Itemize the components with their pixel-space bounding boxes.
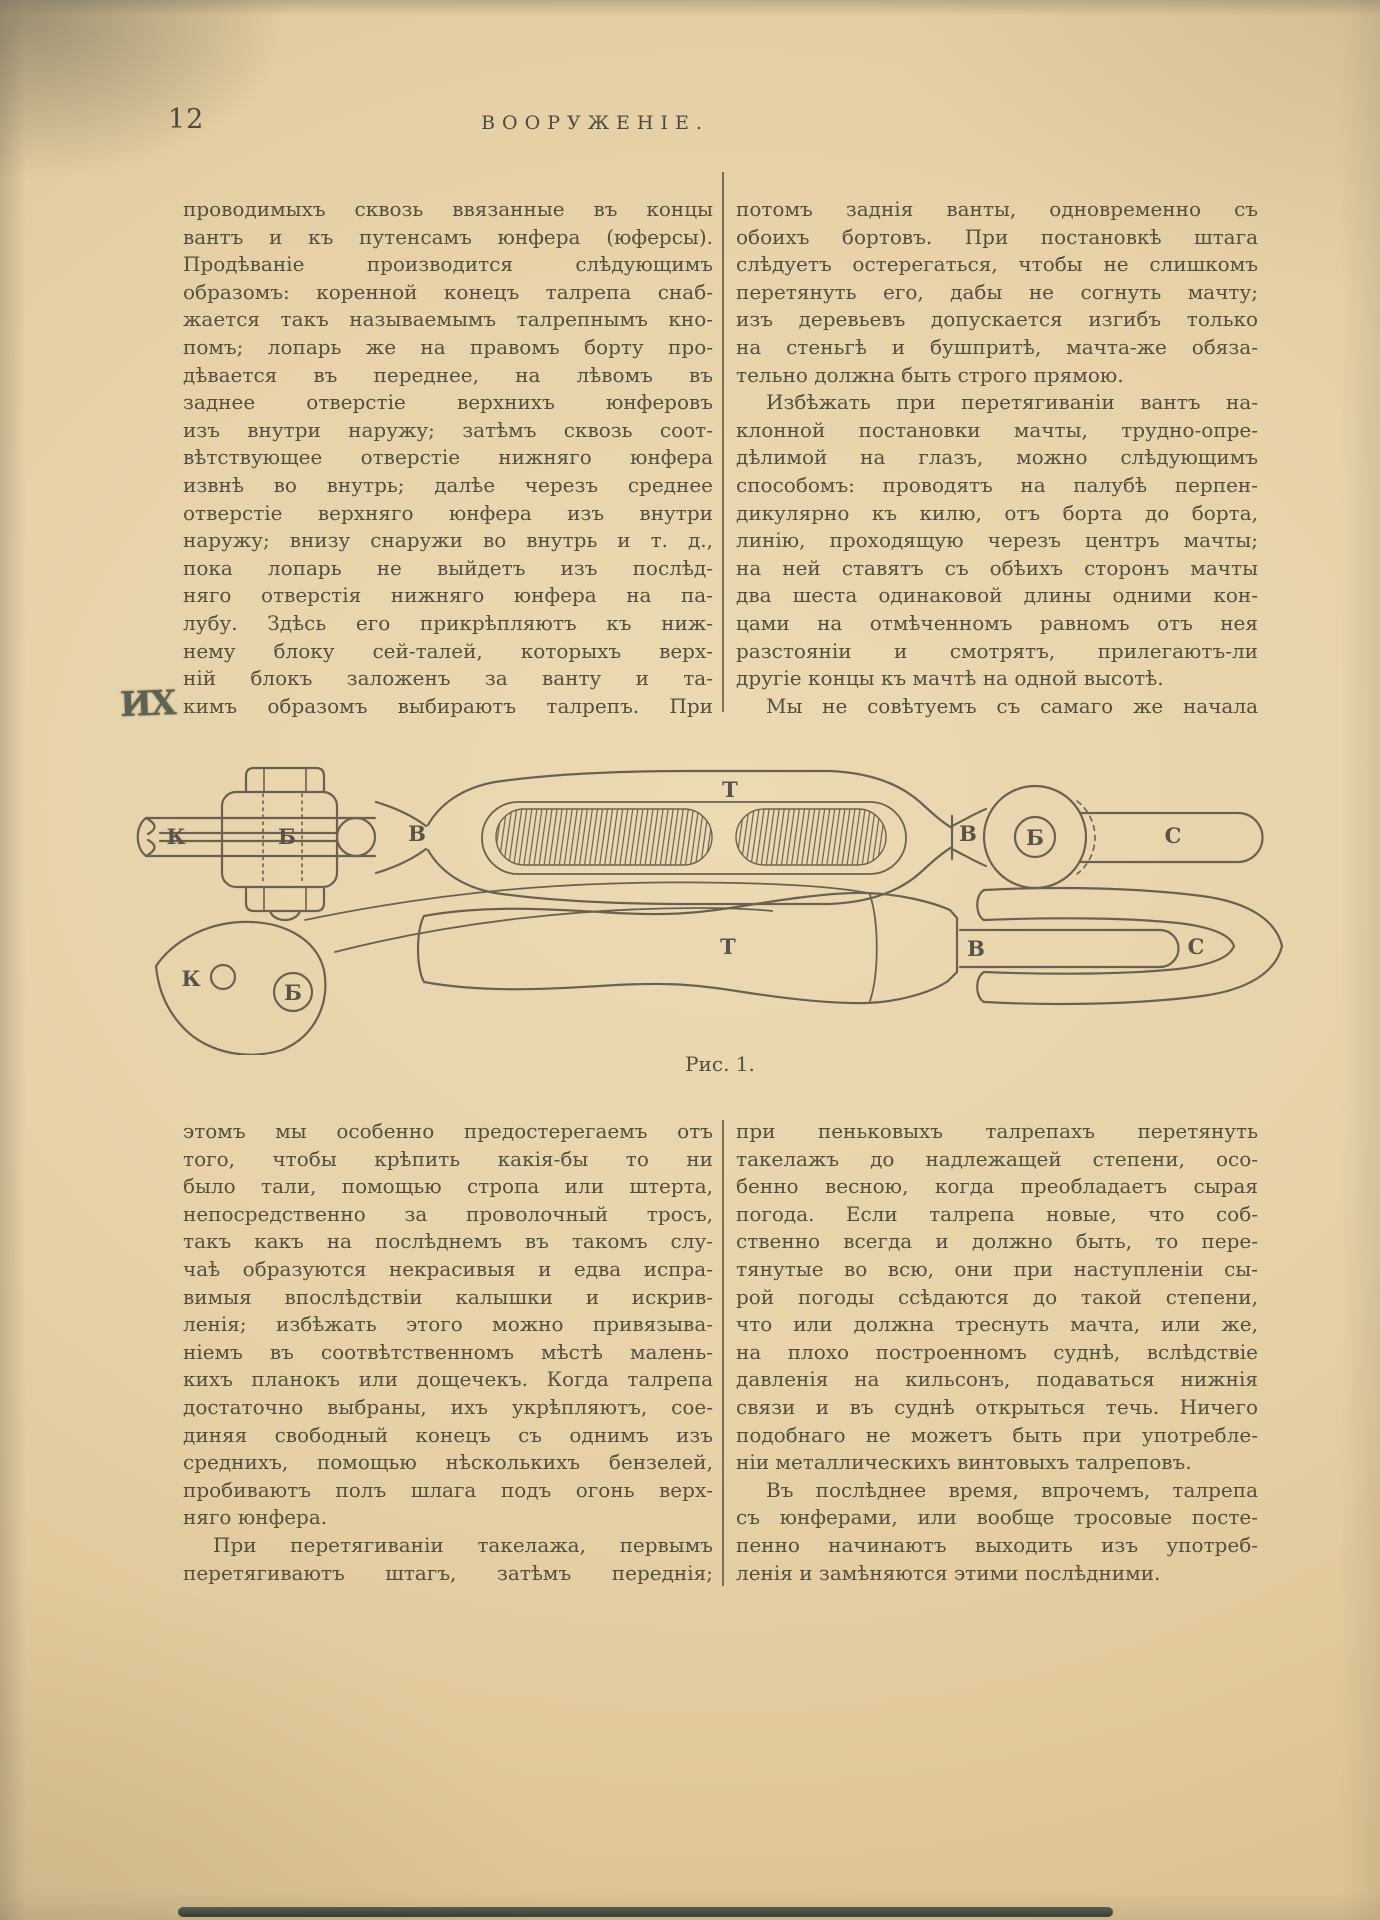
column-divider-top: [722, 172, 724, 712]
figure-label-v-left-top: В: [408, 821, 426, 846]
text-line: пенно начинаютъ выходить изъ употреб-: [736, 1532, 1258, 1557]
text-line: бенно весною, когда преобладаетъ сырая: [736, 1174, 1258, 1199]
text-line: извнѣ во внутрь; далѣе черезъ среднее: [183, 472, 713, 497]
text-column-bottom-right: [736, 1118, 1258, 1587]
figure-label-c-top: С: [1164, 823, 1182, 848]
text-line: такелажъ до надлежащей степени, осо-: [736, 1146, 1258, 1171]
page-number: 12: [168, 104, 205, 135]
text-line: давленія на кильсонъ, подаваться нижнія: [736, 1367, 1258, 1392]
figure-label-k-top: К: [166, 824, 186, 849]
figure-label-c-bottom: С: [1187, 934, 1205, 959]
text-line: Въ послѣднее время, впрочемъ, талрепа: [766, 1477, 1258, 1502]
figure-label-v-bottom: В: [967, 936, 985, 961]
text-line: чаѣ образуются некрасивыя и едва испра-: [183, 1256, 713, 1281]
figure-label-b-left-top: Б: [278, 824, 296, 849]
text-line: линію, проходящую черезъ центръ мачты;: [736, 528, 1258, 553]
text-line: другіе концы къ мачтѣ на одной высотѣ.: [736, 666, 1164, 691]
text-line: ственно всегда и должно быть, то пере-: [736, 1229, 1258, 1254]
text-line: наружу; внизу снаружи во внутрь и т. д.,: [183, 528, 713, 553]
text-line: лубу. Здѣсь его прикрѣпляютъ къ ниж-: [183, 610, 713, 635]
text-column-bottom-left: [183, 1118, 713, 1587]
text-line: слѣдуетъ остерегаться, чтобы не слишкомъ: [736, 252, 1258, 277]
text-line: ленія и замѣняются этими послѣдними.: [736, 1560, 1161, 1585]
figure-barrel-side-view: [418, 893, 957, 1003]
text-line: заднее отверстіе верхнихъ юнферовъ: [183, 390, 713, 415]
figure-barrel-body: [428, 771, 986, 904]
text-line: способомъ: проводятъ на палубѣ перпен-: [736, 472, 1258, 497]
text-line: погода. Если талрепа новые, что соб-: [736, 1201, 1258, 1226]
text-line: помъ; лопарь же на правомъ борту про-: [183, 334, 713, 359]
text-line: достаточно выбраны, ихъ укрѣпляютъ, сое-: [183, 1394, 713, 1419]
text-line: среднихъ, помощью нѣсколькихъ бензелей,: [183, 1450, 713, 1475]
text-line: этомъ мы особенно предостерегаемъ отъ: [183, 1119, 713, 1143]
text-line: ній блокъ заложенъ за ванту и та-: [183, 666, 713, 691]
text-line: связи и въ суднѣ открыться течь. Ничего: [736, 1394, 1258, 1419]
text-line: проводимыхъ сквозь ввязанные въ концы: [183, 197, 713, 221]
text-line: вантъ и къ путенсамъ юнфера (юферсы).: [183, 224, 713, 249]
figure-label-t-top: Т: [722, 777, 738, 802]
running-header-title: ВООРУЖЕНІЕ.: [481, 112, 709, 134]
text-line: перетягиваютъ штагъ, затѣмъ переднія;: [183, 1560, 713, 1585]
text-line: отверстіе верхняго юнфера изъ внутри: [183, 500, 713, 525]
text-line: съ юнферами, или вообще тросовые посте-: [736, 1505, 1258, 1530]
figure-caption: Рис. 1.: [685, 1052, 755, 1076]
text-column-top-left: [183, 196, 713, 720]
figure-label-v-right-top: В: [959, 821, 977, 846]
text-line: пока лопарь не выйдетъ изъ послѣд-: [183, 555, 713, 580]
figure-turnbuckle-drawing: [130, 740, 1290, 1055]
text-line: кимъ образомъ выбираютъ талрепъ. При: [183, 693, 713, 718]
figure-fork-strap: [977, 888, 1282, 1004]
text-line: потомъ заднія ванты, одновременно съ: [736, 197, 1258, 221]
scan-edge-artifact: [178, 1907, 1113, 1917]
figure-rod-sweep-lines: [305, 882, 872, 952]
text-line: два шеста одинаковой длины одними кон-: [736, 583, 1258, 608]
text-line: клонной постановки мачты, трудно-опре-: [736, 417, 1258, 442]
text-line: тельно должна быть строго прямою.: [736, 362, 1124, 387]
text-line: цами на отмѣченномъ равномъ отъ нея: [736, 610, 1258, 635]
text-line: рой погоды ссѣдаются до такой степени,: [736, 1284, 1258, 1309]
column-divider-bottom: [722, 1120, 724, 1586]
text-line: подобнаго не можетъ быть при употребле-: [736, 1422, 1258, 1447]
text-line: няго юнфера.: [183, 1505, 328, 1530]
text-line: при пеньковыхъ талрепахъ перетянуть: [736, 1119, 1258, 1143]
text-line: пробиваютъ полъ шлага подъ огонь верх-: [183, 1477, 713, 1502]
figure-svg: [130, 740, 1290, 1055]
text-line: было тали, помощью стропа или штерта,: [183, 1174, 713, 1199]
figure-label-b-right-top: Б: [1026, 825, 1044, 850]
text-line: ленія; избѣжать этого можно привязыва-: [183, 1312, 713, 1337]
text-line: обоихъ бортовъ. При постановкѣ штага: [736, 224, 1258, 249]
figure-screw-rod: [960, 930, 1179, 967]
ink-stamp: ИХ: [119, 683, 176, 726]
text-line: на ней ставятъ съ обѣихъ сторонъ мачты: [736, 555, 1258, 580]
text-line: диняя свободный конецъ съ однимъ изъ: [183, 1422, 713, 1447]
text-line: ніемъ въ соотвѣтственномъ мѣстѣ малень-: [183, 1339, 713, 1364]
figure-label-b-bottom: Б: [284, 980, 302, 1005]
text-line: дѣлимой на глазъ, можно слѣдующимъ: [736, 445, 1258, 470]
text-line: Продѣваніе производится слѣдующимъ: [183, 252, 713, 277]
text-line: няго отверстія нижняго юнфера на па-: [183, 583, 713, 608]
text-line: изъ деревьевъ допускается изгибъ только: [736, 307, 1258, 332]
text-line: жается такъ называемымъ талрепнымъ кно-: [183, 307, 713, 332]
text-line: на стеньгѣ и бушпритѣ, мачта-же обяза-: [736, 334, 1258, 359]
text-line: того, чтобы крѣпить какія-бы то ни: [183, 1146, 713, 1171]
text-line: изъ внутри наружу; затѣмъ сквозь соот-: [183, 417, 713, 442]
text-line: на плохо построенномъ суднѣ, вслѣдствіе: [736, 1339, 1258, 1364]
text-column-top-right: [736, 196, 1258, 720]
text-line: Избѣжать при перетягиваніи вантъ на-: [766, 390, 1258, 415]
text-line: ніи металлическихъ винтовыхъ талреповъ.: [736, 1450, 1192, 1475]
text-line: непосредственно за проволочный тросъ,: [183, 1201, 713, 1226]
text-line: нему блоку сей-талей, которыхъ верх-: [183, 638, 713, 663]
text-line: дикулярно къ килю, отъ борта до борта,: [736, 500, 1258, 525]
text-line: вѣтствующее отверстіе нижняго юнфера: [183, 445, 713, 470]
text-line: что или должна треснуть мачта, или же,: [736, 1312, 1258, 1337]
text-line: разстояніи и смотрятъ, прилегаютъ-ли: [736, 638, 1258, 663]
text-line: дѣвается въ переднее, на лѣвомъ въ: [183, 362, 713, 387]
text-line: вимыя впослѣдствіи калышки и искрив-: [183, 1284, 713, 1309]
text-line: такъ какъ на послѣднемъ въ такомъ слу-: [183, 1229, 713, 1254]
text-line: кихъ планокъ или дощечекъ. Когда талрепа: [183, 1367, 713, 1392]
figure-label-t-bottom: Т: [720, 934, 736, 959]
text-line: тянутые во всю, они при наступленіи сы-: [736, 1256, 1258, 1281]
figure-pin-hole: [337, 818, 375, 856]
text-line: Мы не совѣтуемъ съ самаго же начала: [766, 693, 1258, 718]
figure-label-k-bottom: К: [181, 966, 201, 991]
text-line: При перетягиваніи такелажа, первымъ: [213, 1532, 713, 1557]
text-line: образомъ: коренной конецъ талрепа снаб-: [183, 279, 713, 304]
text-line: перетянуть его, дабы не согнуть мачту;: [736, 279, 1258, 304]
